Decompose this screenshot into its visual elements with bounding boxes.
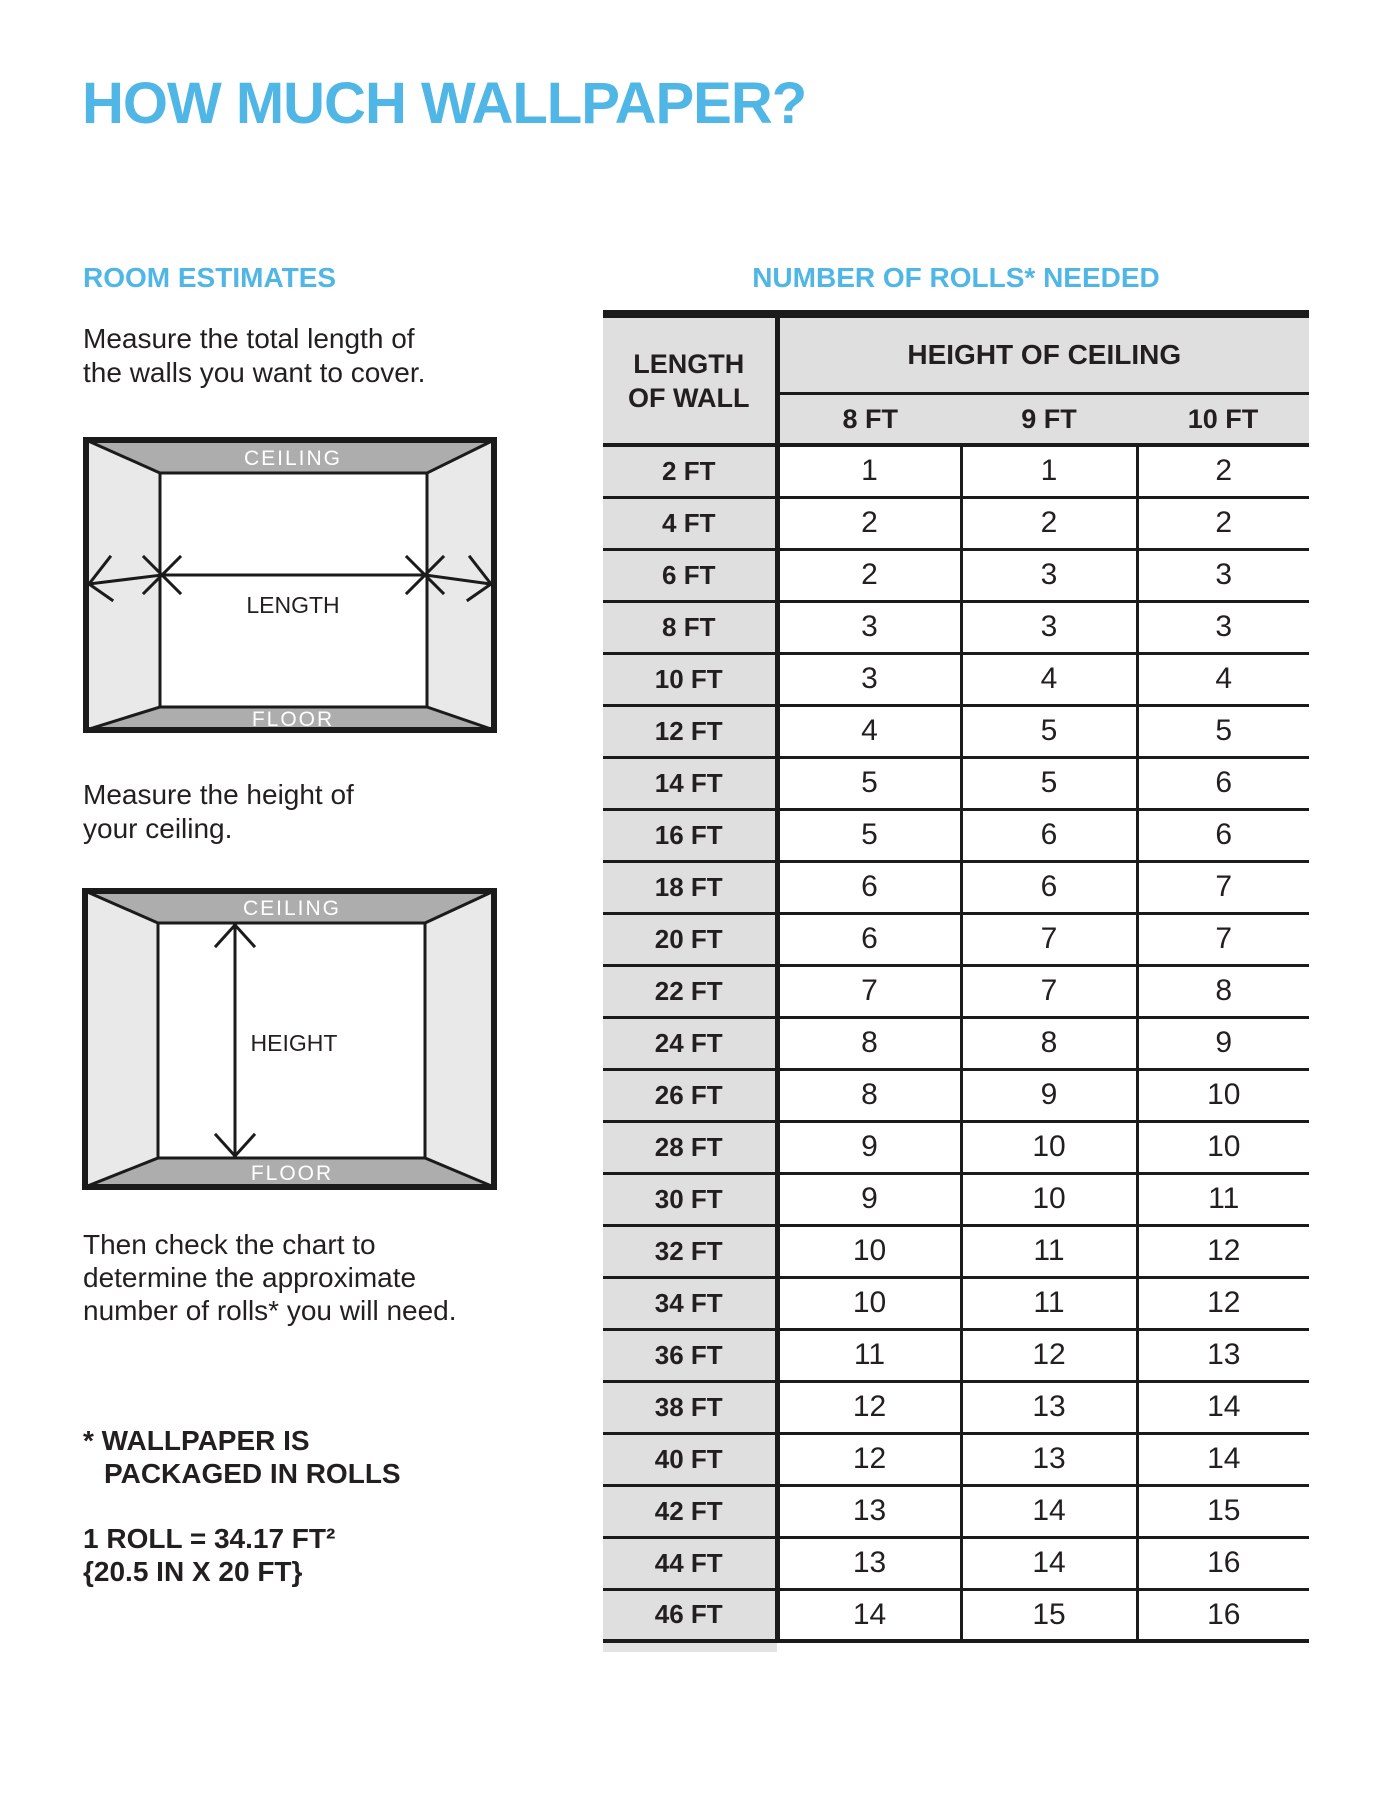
- row-label: 18 FT: [603, 861, 777, 913]
- roll-count-cell: 16: [1137, 1589, 1309, 1641]
- roll-count-cell: 7: [777, 965, 961, 1017]
- roll-count-cell: 10: [961, 1173, 1137, 1225]
- row-label: 6 FT: [603, 549, 777, 601]
- roll-size-line: 1 ROLL = 34.17 FT²: [83, 1523, 336, 1554]
- row-label: 12 FT: [603, 705, 777, 757]
- roll-count-cell: 10: [1137, 1069, 1309, 1121]
- table-row: [603, 601, 1309, 653]
- row-label: 32 FT: [603, 1225, 777, 1277]
- roll-count-cell: 9: [1137, 1017, 1309, 1069]
- roll-count-cell: 8: [1137, 965, 1309, 1017]
- instruction-check-chart: [83, 1228, 457, 1327]
- roll-count-cell: 14: [1137, 1433, 1309, 1485]
- roll-count-cell: 3: [1137, 601, 1309, 653]
- roll-count-cell: 3: [777, 653, 961, 705]
- roll-count-cell: 2: [1137, 445, 1309, 497]
- table-row: [603, 1381, 1309, 1433]
- row-label: 42 FT: [603, 1485, 777, 1537]
- length-label: LENGTH: [246, 592, 340, 618]
- roll-count-cell: 5: [777, 809, 961, 861]
- rolls-table-container: [603, 310, 1309, 1652]
- roll-count-cell: 7: [961, 965, 1137, 1017]
- row-label: 8 FT: [603, 601, 777, 653]
- roll-count-cell: 12: [1137, 1225, 1309, 1277]
- col-header-8ft: 8 FT: [777, 394, 961, 446]
- roll-count-cell: 9: [777, 1121, 961, 1173]
- instruction-line: number of rolls* you will need.: [83, 1295, 457, 1326]
- roll-count-cell: 12: [777, 1433, 961, 1485]
- roll-count-cell: 14: [1137, 1381, 1309, 1433]
- roll-count-cell: 16: [1137, 1537, 1309, 1589]
- corner-header-line: LENGTH: [633, 348, 745, 379]
- instruction-line: determine the approximate: [83, 1262, 417, 1293]
- roll-count-cell: 2: [961, 497, 1137, 549]
- roll-count-cell: 5: [1137, 705, 1309, 757]
- roll-count-cell: 11: [777, 1329, 961, 1381]
- table-row: [603, 913, 1309, 965]
- roll-count-cell: 10: [777, 1277, 961, 1329]
- room-estimates-heading: ROOM ESTIMATES: [83, 262, 337, 293]
- table-footer-stub: [603, 1643, 777, 1652]
- roll-count-cell: 13: [961, 1433, 1137, 1485]
- row-label: 34 FT: [603, 1277, 777, 1329]
- table-row: [603, 965, 1309, 1017]
- roll-count-cell: 10: [1137, 1121, 1309, 1173]
- corner-header-line: OF WALL: [628, 382, 750, 413]
- table-row: [603, 1433, 1309, 1485]
- page-title: HOW MUCH WALLPAPER?: [82, 71, 807, 136]
- roll-count-cell: 7: [961, 913, 1137, 965]
- roll-count-cell: 4: [961, 653, 1137, 705]
- roll-count-cell: 7: [1137, 913, 1309, 965]
- roll-count-cell: 15: [1137, 1485, 1309, 1537]
- roll-count-cell: 4: [1137, 653, 1309, 705]
- roll-count-cell: 13: [777, 1537, 961, 1589]
- roll-count-cell: 1: [777, 445, 961, 497]
- row-label: 38 FT: [603, 1381, 777, 1433]
- table-row: [603, 653, 1309, 705]
- instruction-line: Measure the total length of: [83, 323, 415, 354]
- table-row: [603, 1329, 1309, 1381]
- roll-count-cell: 3: [1137, 549, 1309, 601]
- rolls-table: [603, 310, 1309, 1643]
- roll-count-cell: 6: [961, 861, 1137, 913]
- roll-count-cell: 12: [777, 1381, 961, 1433]
- table-row: [603, 1485, 1309, 1537]
- row-label: 30 FT: [603, 1173, 777, 1225]
- roll-count-cell: 11: [961, 1277, 1137, 1329]
- instruction-line: Measure the height of: [83, 779, 354, 810]
- roll-count-cell: 12: [1137, 1277, 1309, 1329]
- ceiling-height-diagram: [82, 888, 497, 1190]
- roll-count-cell: 11: [961, 1225, 1137, 1277]
- instruction-line: the walls you want to cover.: [83, 357, 426, 388]
- table-row: [603, 549, 1309, 601]
- roll-count-cell: 6: [1137, 809, 1309, 861]
- right-wall-surface: [425, 891, 494, 1187]
- row-label: 40 FT: [603, 1433, 777, 1485]
- floor-label: FLOOR: [251, 708, 335, 731]
- rolls-table-body: [603, 445, 1309, 1641]
- roll-count-cell: 1: [961, 445, 1137, 497]
- row-label: 22 FT: [603, 965, 777, 1017]
- row-label: 26 FT: [603, 1069, 777, 1121]
- table-row: [603, 1277, 1309, 1329]
- table-row: [603, 1069, 1309, 1121]
- roll-count-cell: 13: [777, 1485, 961, 1537]
- roll-count-cell: 6: [777, 913, 961, 965]
- instruction-line: Then check the chart to: [83, 1229, 376, 1260]
- col-header-10ft: 10 FT: [1137, 394, 1309, 446]
- row-label: 2 FT: [603, 445, 777, 497]
- roll-count-cell: 15: [961, 1589, 1137, 1641]
- left-wall-surface: [85, 891, 158, 1187]
- footnote-line: PACKAGED IN ROLLS: [104, 1458, 401, 1489]
- table-row: [603, 757, 1309, 809]
- table-row: [603, 1017, 1309, 1069]
- floor-label: FLOOR: [250, 1162, 334, 1185]
- roll-count-cell: 6: [1137, 757, 1309, 809]
- roll-count-cell: 6: [777, 861, 961, 913]
- ceiling-label: CEILING: [242, 897, 342, 920]
- row-label: 36 FT: [603, 1329, 777, 1381]
- roll-count-cell: 3: [961, 601, 1137, 653]
- roll-count-cell: 12: [961, 1329, 1137, 1381]
- roll-count-cell: 14: [961, 1485, 1137, 1537]
- ceiling-label: CEILING: [243, 447, 343, 470]
- table-row: [603, 1173, 1309, 1225]
- table-row: [603, 1589, 1309, 1641]
- roll-count-cell: 8: [961, 1017, 1137, 1069]
- row-label: 16 FT: [603, 809, 777, 861]
- roll-count-cell: 5: [777, 757, 961, 809]
- roll-count-cell: 9: [777, 1173, 961, 1225]
- roll-count-cell: 3: [777, 601, 961, 653]
- rolls-needed-heading: NUMBER OF ROLLS* NEEDED: [752, 262, 1160, 293]
- left-wall-surface: [86, 440, 160, 730]
- roll-count-cell: 11: [1137, 1173, 1309, 1225]
- corner-header-length-of-wall: [603, 314, 777, 445]
- table-row: [603, 497, 1309, 549]
- instruction-measure-height: [83, 778, 354, 846]
- roll-count-cell: 2: [777, 549, 961, 601]
- row-label: 24 FT: [603, 1017, 777, 1069]
- roll-count-cell: 14: [777, 1589, 961, 1641]
- row-label: 20 FT: [603, 913, 777, 965]
- roll-count-cell: 10: [777, 1225, 961, 1277]
- row-label: 28 FT: [603, 1121, 777, 1173]
- roll-count-cell: 14: [961, 1537, 1137, 1589]
- col-header-9ft: 9 FT: [961, 394, 1137, 446]
- row-label: 4 FT: [603, 497, 777, 549]
- rolls-footnote: [83, 1424, 401, 1490]
- roll-count-cell: 3: [961, 549, 1137, 601]
- roll-count-cell: 4: [777, 705, 961, 757]
- table-row: [603, 705, 1309, 757]
- instruction-measure-length: [83, 322, 425, 390]
- roll-size-info: [83, 1522, 335, 1588]
- roll-count-cell: 6: [961, 809, 1137, 861]
- instruction-line: your ceiling.: [83, 813, 233, 844]
- roll-size-line: {20.5 IN X 20 FT}: [83, 1556, 303, 1587]
- roll-count-cell: 8: [777, 1069, 961, 1121]
- roll-count-cell: 2: [1137, 497, 1309, 549]
- footnote-line: * WALLPAPER IS: [83, 1425, 310, 1456]
- back-wall: [160, 473, 427, 707]
- roll-count-cell: 8: [777, 1017, 961, 1069]
- roll-count-cell: 7: [1137, 861, 1309, 913]
- table-row: [603, 809, 1309, 861]
- roll-count-cell: 9: [961, 1069, 1137, 1121]
- height-label: HEIGHT: [250, 1030, 338, 1056]
- height-of-ceiling-header: HEIGHT OF CEILING: [777, 314, 1309, 394]
- roll-count-cell: 10: [961, 1121, 1137, 1173]
- roll-count-cell: 13: [961, 1381, 1137, 1433]
- row-label: 46 FT: [603, 1589, 777, 1641]
- table-row: [603, 1537, 1309, 1589]
- roll-count-cell: 5: [961, 757, 1137, 809]
- roll-count-cell: 2: [777, 497, 961, 549]
- table-row: [603, 1121, 1309, 1173]
- roll-count-cell: 5: [961, 705, 1137, 757]
- row-label: 44 FT: [603, 1537, 777, 1589]
- table-row: [603, 861, 1309, 913]
- row-label: 14 FT: [603, 757, 777, 809]
- row-label: 10 FT: [603, 653, 777, 705]
- table-row: [603, 445, 1309, 497]
- height-dimension-arrow: [216, 925, 254, 1156]
- roll-count-cell: 13: [1137, 1329, 1309, 1381]
- room-length-diagram: [83, 437, 497, 733]
- table-row: [603, 1225, 1309, 1277]
